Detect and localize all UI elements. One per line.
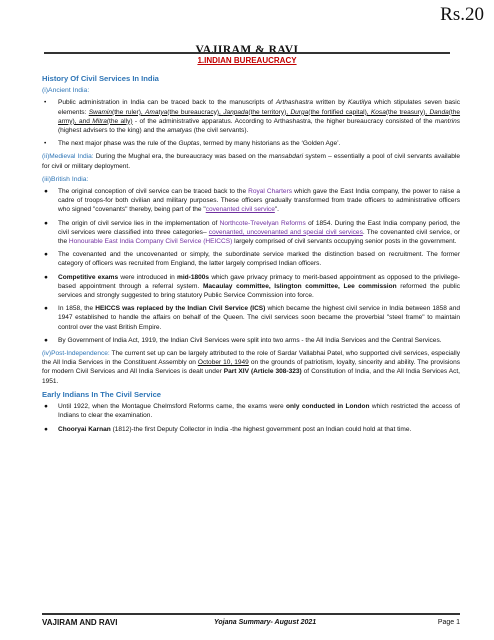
- royal-charters-term: Royal Charters: [248, 188, 293, 196]
- history-heading: History Of Civil Services In India: [42, 74, 159, 83]
- footer-publication: Yojana Summary- August 2021: [214, 619, 317, 626]
- medieval-india-label: (ii)Medieval India:: [42, 153, 94, 161]
- bullet-glyph: ●: [44, 219, 48, 227]
- list-item: [42, 273, 460, 301]
- list-item: [42, 219, 460, 247]
- bullet-glyph: •: [44, 140, 47, 148]
- bullet-glyph: ●: [44, 251, 48, 259]
- post-independence-label: (iv)Post-Independence:: [42, 350, 110, 358]
- early-paragraph-2: Chooryai Karnan (1812)-the first Deputy Collector in India -the highest government post an Indian could hold at that time.: [58, 425, 412, 433]
- bullet-glyph: ●: [44, 188, 48, 196]
- bullet-glyph: ●: [44, 305, 48, 313]
- document-title-text: 1.INDIAN BUREAUCRACY: [197, 56, 297, 65]
- list-item: [42, 187, 460, 215]
- british-paragraph-5: In 1858, the HEICCS was replaced by the Indian Civil Service (ICS) which became the highest civil service in India between 1858 and 1947 established to handle the affairs on behalf of the Queen. The civil services soon became the proverbial "steel frame" to maintain control over the vast British Empire.: [58, 305, 460, 331]
- covenanted-civil-service-term: covenanted civil service: [205, 206, 275, 214]
- bullet-glyph: ●: [44, 336, 48, 344]
- post-independence-paragraph: (iv)Post-Independence: The current set up can be largely attributed to the role of Sardar Vallabhai Patel, who supported civil services, especially the All India Services in the Constituent Assembly on October 10, 1949 on the grounds of patriotism, loyalty, sincerity and ability. The provisions for modern Civil Services and All India Services is dealt under Part XIV (Article 308-323) of Constitution of India, and the All India Services Act, 1951.: [42, 350, 460, 385]
- list-item: [42, 304, 460, 332]
- bullet-glyph: ●: [44, 273, 48, 281]
- header-rule: [44, 52, 450, 54]
- ancient-paragraph-1: Public administration in India can be traced back to the manuscripts of Arthashastra written by Kautilya which stipulates seven basic elements: Swamin(the ruler), Amatya(the bureaucracy), Janpada(the territory), Durga(the fortified capital), Kosa(the treasury), Danda(the army), and Mitra(the ally) - of the administrative apparatus. According to Arthashastra, the higher bureaucracy consisted of the mantrins (highest advisers to the king) and the amatyas (the civil servants).: [58, 99, 461, 135]
- list-item: [42, 98, 460, 135]
- british-paragraph-2: The origin of civil service lies in the implementation of Northcote-Trevelyan Reforms of 1854. During the East India company period, the civil services were classified into three categories– covenanted, uncovenanted and special civil services. The covenanted civil service, or the Honourable East India Company Civil Service (HEICCS) largely comprised of civil servants occupying senior posts in the government.: [58, 219, 460, 246]
- bullet-glyph: ●: [44, 425, 48, 433]
- british-paragraph-4: Competitive exams were introduced in mid-1800s which gave privacy primacy to merit-based appointment as opposed to the privilege-based appointment through a referral system. Macaulay committee, Islington committee, Lee commission reformed the public services and strongly suggested to bring statutory Public Service Commission into force.: [58, 273, 460, 300]
- ancient-paragraph-2: The next major phase was the rule of the Guptas, termed by many historians as the ‘Golden Age’.: [58, 140, 341, 148]
- early-paragraph-1: Until 1922, when the Montague Chelmsford Reforms came, the exams were only conducted in London which restricted the access of Indians to clear the examination.: [58, 403, 460, 420]
- medieval-india-paragraph: (ii)Medieval India: During the Mughal era, the bureaucracy was based on the mansabdari system – essentially a pool of civil servants available for civil or military deployment.: [42, 153, 460, 170]
- british-paragraph-3: The covenanted and the uncovenanted or simply, the subordinate service marked the distinction based on recruitment. The former category of officers was recruited from England, the latter largely comprised Indian officers.: [58, 251, 460, 268]
- bullet-glyph: •: [44, 99, 47, 107]
- ancient-india-heading: (i)Ancient India:: [42, 87, 90, 95]
- page-number: Page 1: [437, 619, 460, 626]
- service-categories-term: covenanted, uncovenanted and special civil services: [208, 228, 363, 236]
- footer-rule: [42, 613, 460, 615]
- northcote-trevelyan-term: Northcote-Trevelyan Reforms: [219, 219, 306, 227]
- heiccs-term: Honourable East India Company Civil Service (HEICCS): [68, 238, 233, 246]
- assembly-date: October 10, 1949: [197, 359, 249, 367]
- british-paragraph-6: By Government of India Act, 1919, the Indian Civil Services were split into two arms - the All India Services and the Central Services.: [58, 336, 442, 344]
- brand-name: VAJIRAM & RAVI: [195, 44, 299, 56]
- list-item: [42, 250, 460, 268]
- list-item: [42, 425, 460, 434]
- list-item: [42, 336, 460, 345]
- early-indians-heading: Early Indians In The Civil Service: [42, 389, 162, 399]
- british-india-heading: (iii)British India:: [42, 175, 89, 183]
- bullet-glyph: ●: [44, 403, 48, 411]
- list-item: [42, 402, 460, 420]
- footer-brand: VAJIRAM AND RAVI: [42, 618, 118, 627]
- page-content: [42, 71, 460, 438]
- price-label: Rs.20: [440, 4, 484, 25]
- list-item: [42, 139, 460, 148]
- british-paragraph-1: The original conception of civil service can be traced back to the Royal Charters which gave the East India company, the power to raise a cadre of troops-for both civilian and military purposes. These officers gradually transformed from trade officers to administrative officers who signed "covenants" thereby, being part of the "covenanted civil service".: [58, 188, 460, 214]
- document-title: [0, 56, 494, 65]
